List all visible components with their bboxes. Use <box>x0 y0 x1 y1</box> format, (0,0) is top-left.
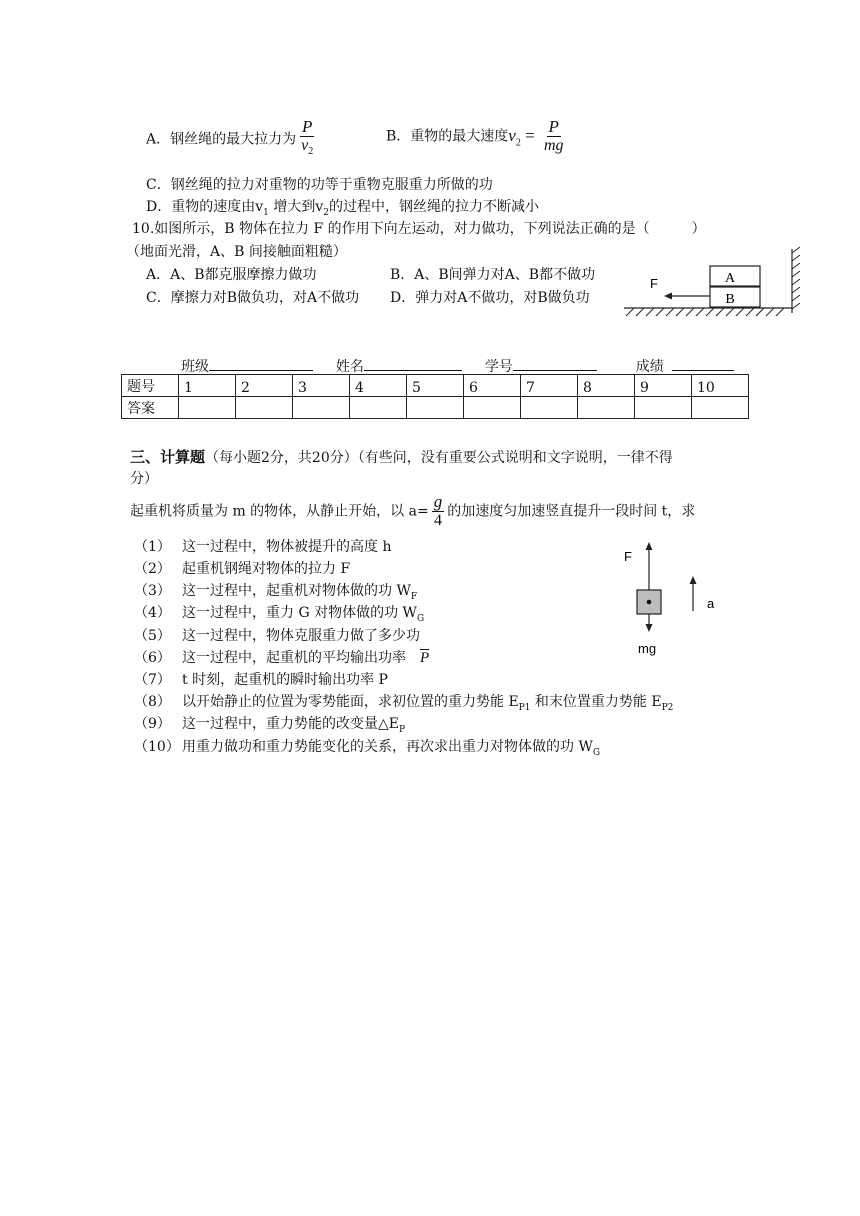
lhs-sub: 2 <box>515 136 521 148</box>
list-item <box>134 670 171 690</box>
answer-cell[interactable] <box>407 397 464 419</box>
stem-part1: 起重机将质量为 m 的物体，从静止开始，以 a= <box>130 503 429 520</box>
q9-option-d-part3: 的过程中，钢丝绳的拉力不断减小 <box>328 199 539 215</box>
q10-figure <box>620 245 810 325</box>
item-number: （9） <box>134 716 171 732</box>
table-cell: 10 <box>692 375 749 397</box>
q10-note: （地面光滑，A、B 间接触面粗糙） <box>126 244 347 260</box>
list-item-text: 起重机钢绳对物体的拉力 F <box>182 561 351 577</box>
table-header-cell: 答案 <box>122 397 179 419</box>
q9-option-d-sub1: 1 <box>263 207 269 218</box>
table-row <box>122 375 749 397</box>
equals-sign: = <box>520 125 539 145</box>
list-item <box>134 581 171 601</box>
q9-option-d-part1: D．重物的速度由v <box>146 199 264 215</box>
force-label: F <box>624 549 632 564</box>
q9-option-c: C．钢丝绳的拉力对重物的功等于重物克服重力所做的功 <box>146 177 493 193</box>
fraction-denominator <box>299 137 315 161</box>
fraction-denominator: mg <box>543 137 564 154</box>
accel-label: a <box>707 596 715 611</box>
answer-cell[interactable] <box>293 397 350 419</box>
answer-cell[interactable] <box>521 397 578 419</box>
item-number: （5） <box>134 628 171 644</box>
section3-title: 三、计算题 <box>130 448 206 466</box>
class-blank[interactable] <box>209 356 313 371</box>
table-cell: 5 <box>407 375 464 397</box>
fraction-numerator: P <box>301 117 313 136</box>
list-item-text <box>182 737 600 763</box>
q9-option-d-part2: 增大到v <box>268 199 324 215</box>
force-arrow-head <box>664 293 672 300</box>
section3-desc-cont: 分） <box>130 471 158 487</box>
table-header-cell: 题号 <box>122 375 179 397</box>
item-tail: 和末位置重力势能 E <box>530 694 662 710</box>
table-cell: 4 <box>350 375 407 397</box>
item-text: 这一过程中，重力 G 对物体做的功 W <box>182 605 417 621</box>
list-item-text <box>182 648 429 668</box>
list-item-text <box>182 714 405 740</box>
item-number: （1） <box>134 539 171 555</box>
item-text: 这一过程中，起重机对物体做的功 W <box>182 583 411 599</box>
item-number: （2） <box>134 561 171 577</box>
section3-heading <box>130 447 673 468</box>
q9-option-b-lhs <box>508 125 539 148</box>
q9-option-a-text: A．钢丝绳的最大拉力为 <box>146 131 297 148</box>
accel-arrow-head <box>690 576 697 584</box>
lhs-var: v <box>508 125 516 145</box>
name-blank[interactable] <box>364 356 462 371</box>
item-number: （3） <box>134 583 171 599</box>
id-blank[interactable] <box>513 356 597 371</box>
list-item-text: t 时刻，起重机的瞬时输出功率 P <box>182 672 388 688</box>
list-item <box>134 626 171 646</box>
q9-option-a <box>146 118 318 161</box>
den-sub: 2 <box>308 146 314 158</box>
stem-fraction <box>432 493 445 530</box>
q9-option-d-sub2: 2 <box>323 207 329 218</box>
list-item <box>134 559 171 579</box>
q10-stem: 10.如图所示，B 物体在拉力 F 的作用下向左运动，对力做功，下列说法正确的是（ ） <box>132 221 706 237</box>
q10-option-a: A．A、B都克服摩擦力做功 <box>146 267 317 283</box>
list-item <box>134 737 180 757</box>
q9-option-b-text: B．重物的最大速度 <box>386 128 509 145</box>
q9-option-b-fraction <box>542 118 566 155</box>
wall-hatching <box>792 247 800 309</box>
answer-cell[interactable] <box>635 397 692 419</box>
item-number: （8） <box>134 694 171 710</box>
free-body-diagram <box>610 540 730 660</box>
floor-hatching <box>626 308 784 316</box>
q10-option-b: B．A、B间弹力对A、B都不做功 <box>390 267 596 283</box>
force-label: F <box>650 276 658 291</box>
item-sub: G <box>416 613 425 624</box>
fraction-denominator: 4 <box>433 512 442 529</box>
score-label: 成绩 <box>635 359 664 375</box>
answer-table <box>121 374 749 419</box>
weight-label: mg <box>638 641 657 656</box>
item-text: 用重力做功和重力势能变化的关系，再次求出重力对物体做的功 W <box>182 739 593 755</box>
table-cell: 6 <box>464 375 521 397</box>
table-row <box>122 397 749 419</box>
answer-cell[interactable] <box>692 397 749 419</box>
q9-option-b <box>386 118 569 155</box>
table-cell: 9 <box>635 375 692 397</box>
fraction-numerator: g <box>433 492 443 511</box>
item-sub: P <box>399 724 406 735</box>
answer-cell[interactable] <box>464 397 521 419</box>
center-point <box>647 600 652 605</box>
list-item <box>134 692 171 712</box>
table-cell: 7 <box>521 375 578 397</box>
table-cell: 2 <box>236 375 293 397</box>
item-number: （10） <box>134 739 180 755</box>
den-var: v <box>301 137 309 154</box>
item-number: （4） <box>134 605 171 621</box>
force-arrow-head <box>646 542 653 550</box>
item-sub: P1 <box>518 702 531 713</box>
item-text: 这一过程中，重力势能的改变量△E <box>182 716 399 732</box>
item-text: 这一过程中，起重机的平均输出功率 <box>182 650 406 666</box>
fraction-numerator: P <box>548 117 559 136</box>
table-cell: 1 <box>179 375 236 397</box>
name-label: 姓名 <box>335 359 364 375</box>
list-item <box>134 603 171 623</box>
answer-cell[interactable] <box>179 397 236 419</box>
table-cell: 8 <box>578 375 635 397</box>
q10-option-d: D．弹力对A不做功，对B做负功 <box>390 290 590 306</box>
answer-cell[interactable] <box>236 397 293 419</box>
item-text: 以开始静止的位置为零势能面，求初位置的重力势能 E <box>182 694 519 710</box>
item-number: （6） <box>134 650 171 666</box>
id-label: 学号 <box>484 359 513 375</box>
list-item <box>134 648 171 668</box>
item-sub: G <box>592 747 601 758</box>
block-b-label: B <box>725 292 735 307</box>
q10-option-c: C．摩擦力对B做负功，对A不做功 <box>146 290 360 306</box>
list-item <box>134 537 171 557</box>
score-blank[interactable] <box>672 356 734 371</box>
item-tail-sub: P2 <box>661 702 674 713</box>
section3-desc: （每小题2分，共20分）（有些问，没有重要公式说明和文字说明，一律不得 <box>205 450 673 466</box>
list-item-text <box>182 603 424 629</box>
list-item <box>134 714 171 734</box>
average-power-symbol: $\overline{P}$ <box>420 650 430 666</box>
q9-option-a-fraction <box>299 118 315 161</box>
list-item-text: 这一过程中，物体被提升的高度 h <box>182 539 392 555</box>
item-sub: F <box>410 591 418 602</box>
section3-stem <box>130 493 695 530</box>
class-label: 班级 <box>181 359 209 375</box>
list-item-text: 这一过程中，物体克服重力做了多少功 <box>182 628 420 644</box>
table-cell: 3 <box>293 375 350 397</box>
block-a-label: A <box>724 271 736 286</box>
stem-part2: 的加速度匀加速竖直提升一段时间 t，求 <box>447 503 696 520</box>
block-b <box>710 287 760 307</box>
weight-arrow-head <box>646 624 653 632</box>
answer-cell[interactable] <box>350 397 407 419</box>
item-number: （7） <box>134 672 171 688</box>
answer-cell[interactable] <box>578 397 635 419</box>
